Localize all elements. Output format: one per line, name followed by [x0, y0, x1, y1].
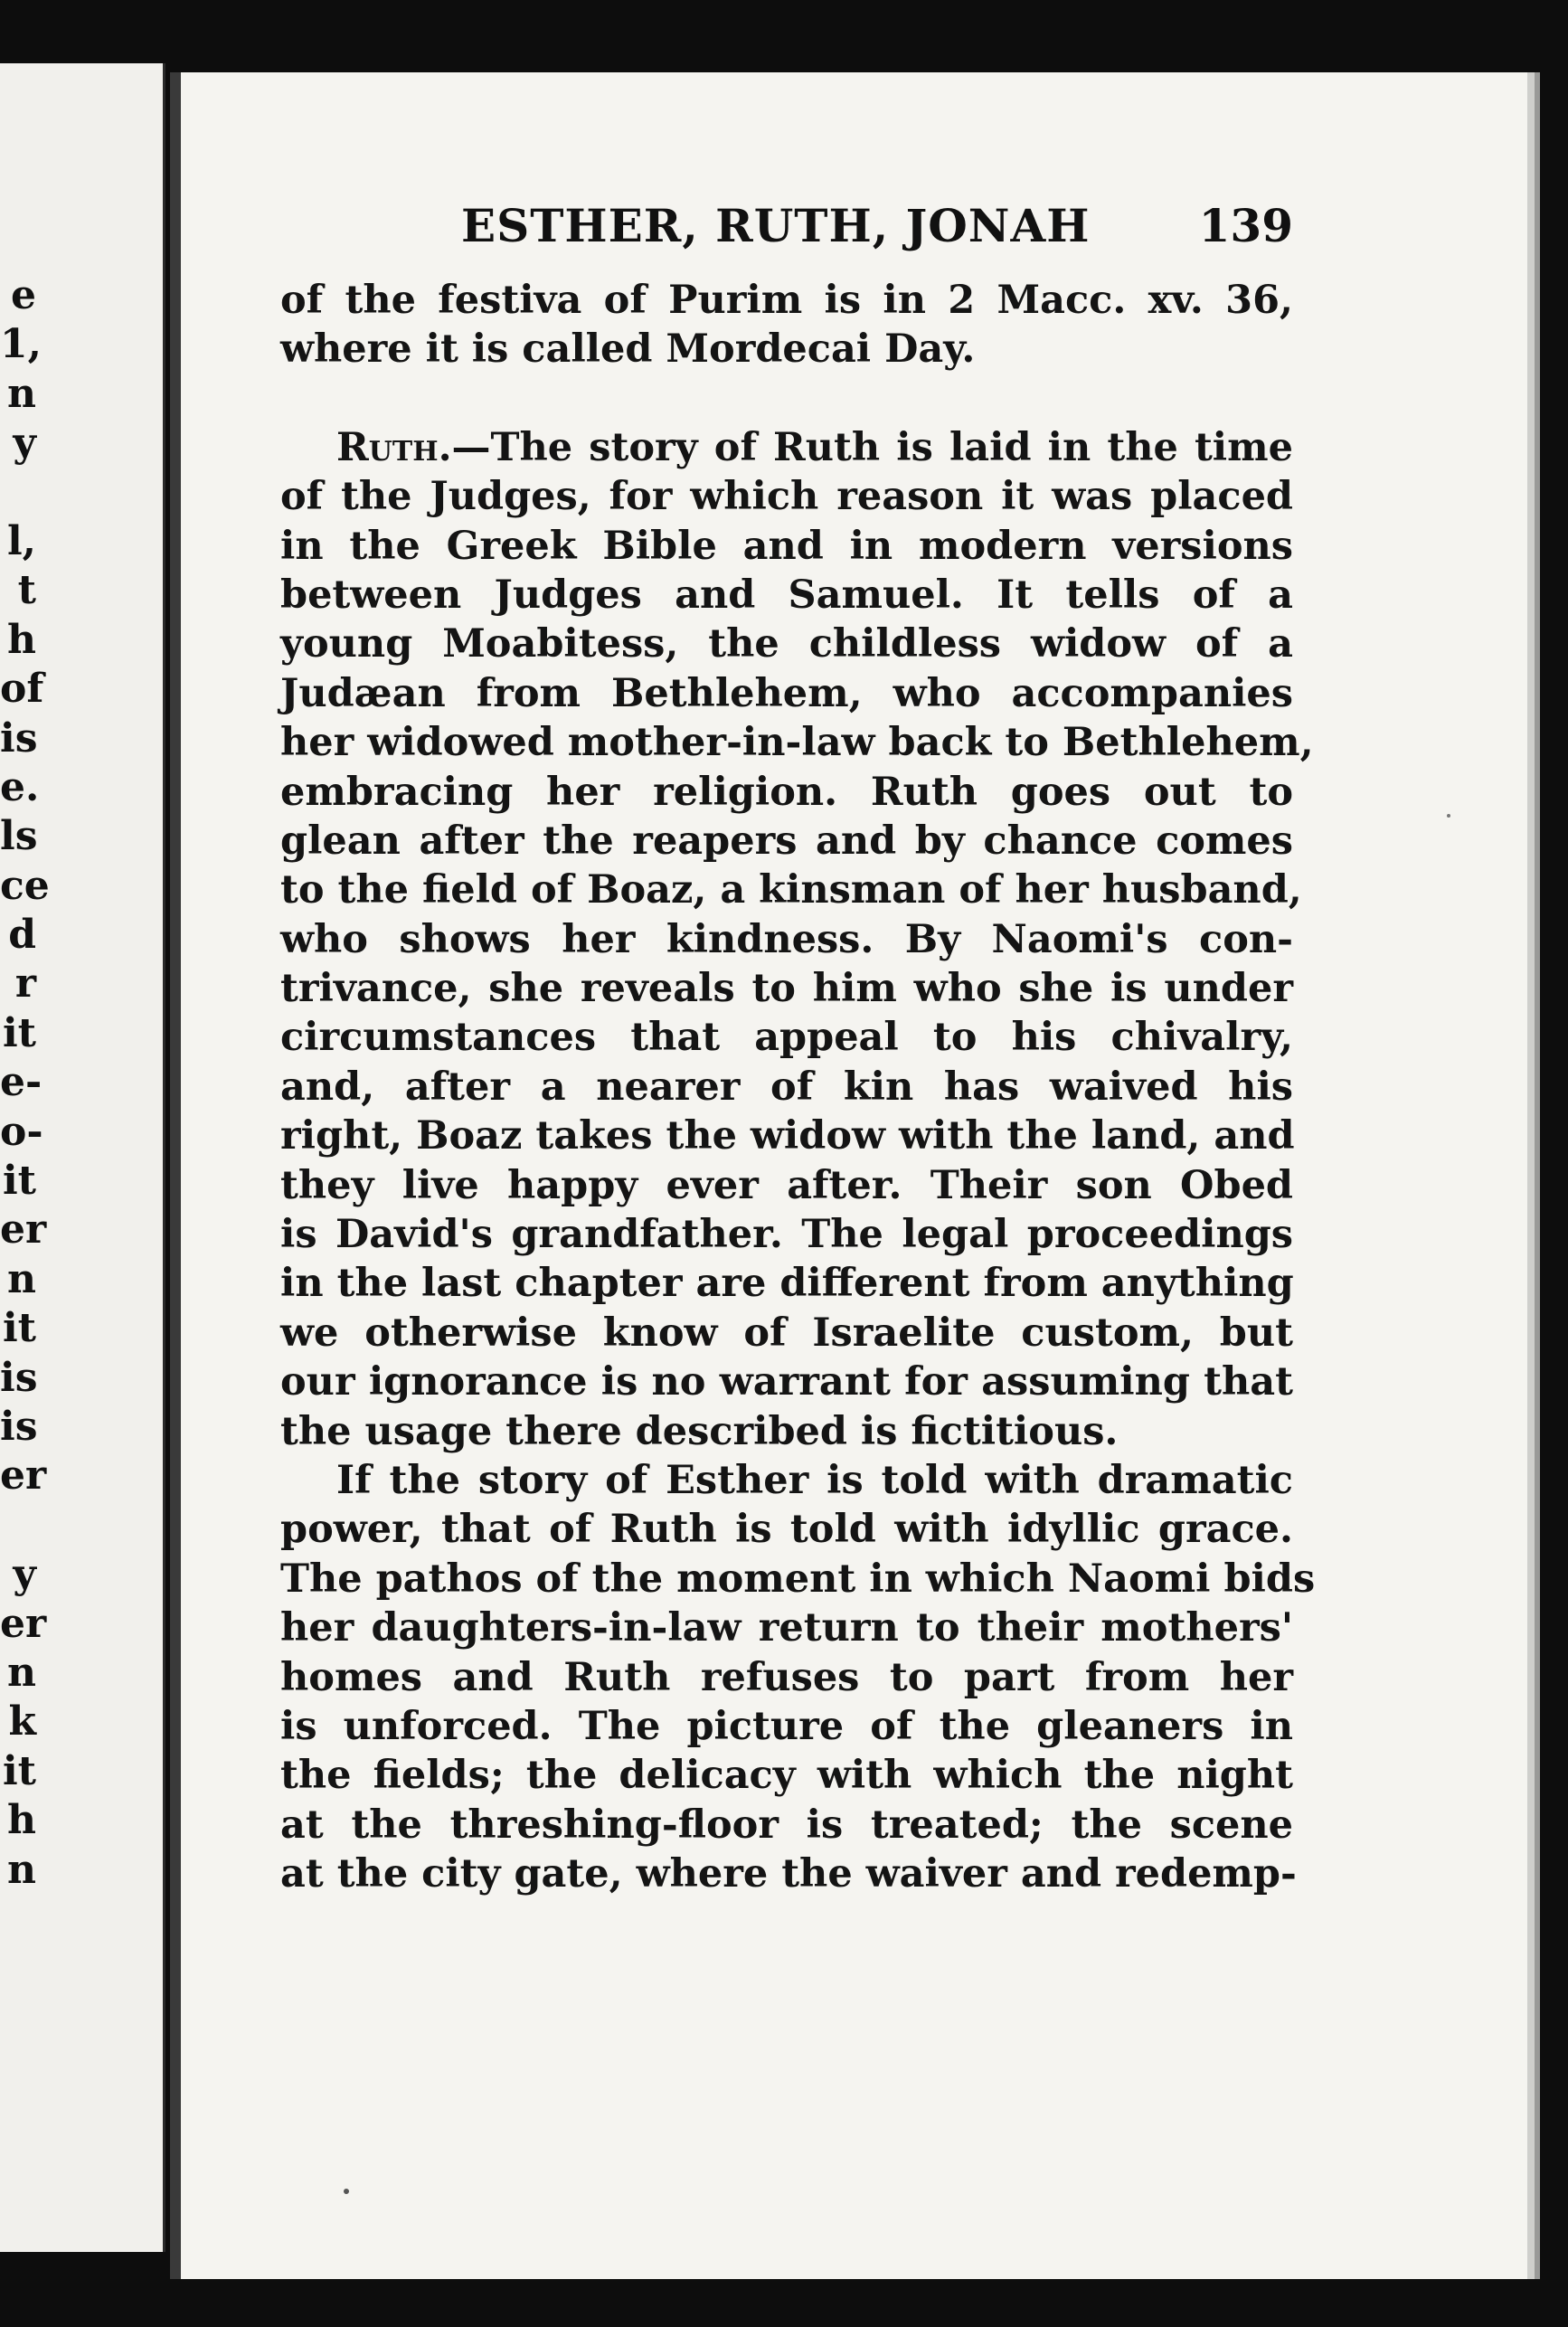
edge-fragment: n	[7, 1649, 36, 1696]
edge-fragment: y	[13, 420, 36, 467]
purim-line: of the festiva of Purim is in 2 Macc. xv. 36,	[280, 278, 1293, 323]
ruth-line: trivance, she reveals to him who she is under	[280, 966, 1293, 1012]
ruth-line: is David's grandfather. The legal proceedings	[280, 1212, 1293, 1258]
section-heading-ruth: Ruth.	[336, 424, 452, 470]
ruth-first-line	[280, 423, 1293, 472]
ruth-line: our ignorance is no warrant for assuming that	[280, 1359, 1293, 1405]
edge-fragment: h	[7, 616, 36, 663]
style-line: the fields; the delicacy with which the night	[280, 1753, 1293, 1799]
ruth-first-line-text: —The story of Ruth is laid in the time	[451, 424, 1293, 470]
running-title: ESTHER, RUTH, JONAH	[461, 199, 1091, 252]
edge-fragment: er	[0, 1206, 47, 1253]
edge-fragment: d	[8, 912, 36, 959]
ruth-line: who shows her kindness. By Naomi's con-	[280, 916, 1293, 962]
edge-fragment: it	[2, 1747, 36, 1794]
page-body	[280, 276, 1316, 1899]
edge-fragment: r	[14, 960, 36, 1007]
edge-fragment: o-	[0, 1108, 43, 1155]
edge-fragment: t	[17, 567, 36, 614]
ruth-line: to the field of Boaz, a kinsman of her husband,	[280, 867, 1302, 913]
paper-speck	[344, 2189, 349, 2194]
style-line: her daughters-in-law return to their mothers'	[280, 1605, 1293, 1651]
edge-fragment: l,	[6, 517, 36, 564]
edge-fragment: n	[7, 1846, 36, 1893]
previous-page-line-endings	[0, 271, 50, 1895]
previous-page-edge	[0, 63, 165, 2252]
paragraph-purim-continuation	[280, 276, 1293, 374]
style-line: The pathos of the moment in which Naomi bids	[280, 1556, 1316, 1602]
edge-fragment: er	[0, 1452, 47, 1499]
ruth-line: young Moabitess, the childless widow of a	[280, 621, 1293, 667]
edge-fragment: is	[0, 714, 38, 761]
edge-fragment: n	[7, 1255, 36, 1302]
edge-fragment	[0, 1501, 36, 1550]
edge-fragment: e.	[0, 763, 40, 810]
purim-line: where it is called Mordecai Day.	[280, 326, 976, 373]
edge-fragment: it	[2, 1009, 36, 1056]
ruth-line: they live happy ever after. Their son Obed	[280, 1162, 1293, 1208]
style-line: power, that of Ruth is told with idyllic grace.	[280, 1507, 1293, 1553]
edge-fragment: h	[7, 1797, 36, 1844]
edge-fragment: it	[2, 1158, 36, 1205]
ruth-line: we otherwise know of Israelite custom, but	[280, 1310, 1293, 1356]
ruth-line: in the last chapter are different from anything	[280, 1261, 1294, 1307]
edge-fragment	[0, 468, 36, 517]
page-number: 139	[1198, 199, 1293, 252]
edge-fragment: er	[0, 1600, 47, 1647]
ruth-line: Judæan from Bethlehem, who accompanies	[280, 670, 1293, 716]
edge-fragment: of	[0, 666, 44, 713]
edge-fragment: is	[0, 1354, 38, 1401]
style-line: If the story of Esther is told with dramatic	[336, 1457, 1293, 1503]
style-line: homes and Ruth refuses to part from her	[280, 1654, 1293, 1700]
margin-speck	[1447, 814, 1450, 818]
style-line: at the city gate, where the waiver and redemp-	[280, 1851, 1297, 1897]
edge-fragment: y	[13, 1551, 36, 1598]
paragraph-spacer	[280, 374, 1293, 423]
edge-fragment: is	[0, 1403, 38, 1450]
book-page	[170, 72, 1540, 2279]
ruth-line: of the Judges, for which reason it was placed	[280, 474, 1293, 520]
edge-fragment: e	[11, 272, 36, 318]
style-line: is unforced. The picture of the gleaners in	[280, 1703, 1293, 1749]
style-line: at the threshing-floor is treated; the scene	[280, 1802, 1293, 1848]
ruth-line: glean after the reapers and by chance comes	[280, 818, 1293, 864]
edge-fragment: it	[2, 1305, 36, 1352]
edge-fragment: n	[7, 370, 36, 417]
running-header	[280, 199, 1293, 271]
ruth-line: her widowed mother-in-law back to Bethlehem,	[280, 720, 1314, 766]
ruth-line: and, after a nearer of kin has waived his	[280, 1064, 1293, 1110]
ruth-line: right, Boaz takes the widow with the land, and	[280, 1113, 1295, 1159]
ruth-line: in the Greek Bible and in modern versions	[280, 523, 1293, 569]
paragraph-ruth-summary	[280, 423, 1314, 1456]
ruth-line: between Judges and Samuel. It tells of a	[280, 572, 1293, 618]
ruth-line: the usage there described is fictitious.	[280, 1408, 1119, 1454]
edge-fragment: ls	[0, 813, 38, 860]
ruth-line: circumstances that appeal to his chivalry,	[280, 1015, 1293, 1061]
edge-fragment: k	[8, 1698, 36, 1745]
paragraph-ruth-style	[280, 1456, 1316, 1899]
edge-fragment: e-	[0, 1059, 43, 1106]
edge-fragment: ce	[0, 862, 50, 909]
ruth-line: embracing her religion. Ruth goes out to	[280, 769, 1293, 815]
edge-fragment: 1,	[0, 321, 42, 368]
